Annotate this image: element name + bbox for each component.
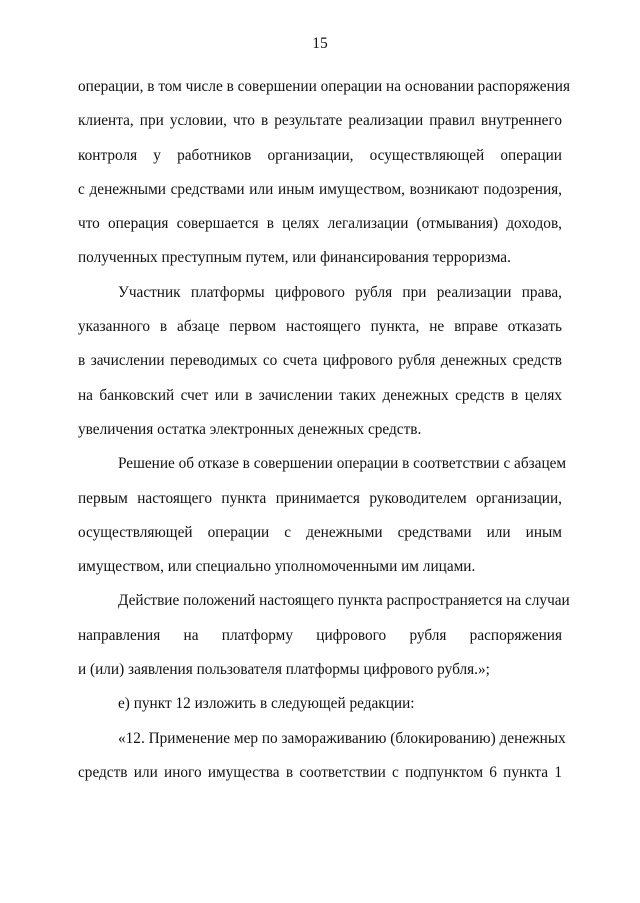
document-body — [78, 70, 570, 790]
text-line: первым настоящего пункта принимается руководителем организации, — [78, 489, 562, 507]
text-line: что операция совершается в целях легализации (отмывания) доходов, — [78, 215, 562, 233]
paragraph-3 — [78, 447, 567, 584]
text-line: клиента, при условии, что в результате реализации правил внутреннего — [78, 112, 562, 130]
text-line: в зачислении переводимых со счета цифрового рубля денежных средств — [78, 352, 562, 370]
text-line: с денежными средствами или иным имуществом, возникают подозрения, — [78, 180, 562, 198]
paragraph-1 — [78, 70, 570, 276]
text-line: и (или) заявления пользователя платформы цифрового рубля.»; — [78, 661, 490, 679]
text-line: направления на платформу цифрового рубля распоряжения — [78, 626, 562, 644]
text-line: средств или иного имущества в соответствии с подпунктом 6 пункта 1 — [78, 763, 562, 781]
paragraph-2 — [78, 276, 562, 447]
page-number: 15 — [312, 35, 328, 52]
text-line: увеличения остатка электронных денежных средств. — [78, 420, 422, 438]
paragraph-5 — [78, 687, 562, 721]
text-line: е) пункт 12 изложить в следующей редакции: — [118, 695, 415, 713]
text-line: «12. Применение мер по замораживанию (блокированию) денежных — [118, 729, 566, 747]
text-line: Решение об отказе в совершении операции в соответствии с абзацем — [118, 455, 567, 473]
text-line: осуществляющей операции с денежными средствами или иным — [78, 523, 562, 541]
text-line: Участник платформы цифрового рубля при реализации права, — [118, 283, 562, 301]
text-line: полученных преступным путем, или финансирования терроризма. — [78, 249, 511, 267]
text-line: на банковский счет или в зачислении таких денежных средств в целях — [78, 386, 562, 404]
text-line: имуществом, или специально уполномоченными им лицами. — [78, 558, 476, 576]
text-line: операции, в том числе в совершении операции на основании распоряжения — [78, 78, 570, 95]
paragraph-4 — [78, 584, 570, 687]
text-line: контроля у работников организации, осуществляющей операции — [78, 146, 562, 164]
paragraph-6 — [78, 722, 566, 791]
text-line: Действие положений настоящего пункта распространяется на случаи — [118, 592, 570, 610]
text-line: указанного в абзаце первом настоящего пункта, не вправе отказать — [78, 318, 562, 336]
